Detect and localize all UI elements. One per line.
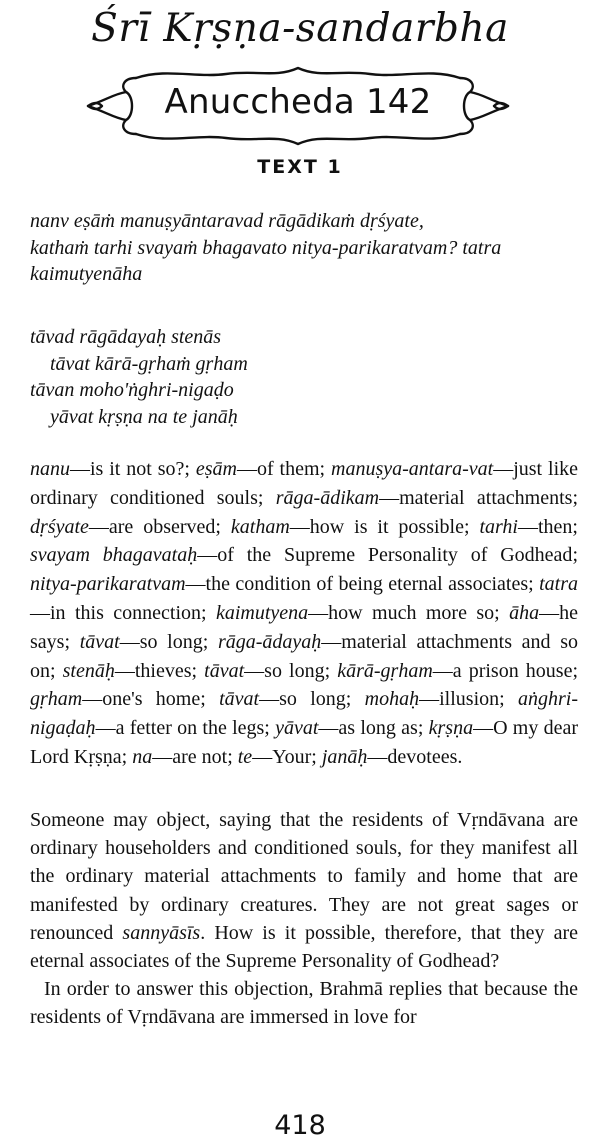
synonym-word: tāvat — [204, 659, 245, 682]
synonym-word: na — [132, 745, 153, 768]
synonym-word: tarhi — [479, 515, 518, 538]
synonym-word: kārā-gṛham — [337, 659, 433, 682]
synonym-meaning: in this connection — [50, 601, 202, 624]
synonym-meaning: as long as — [338, 717, 418, 740]
synonym-meaning: so long — [139, 630, 203, 653]
intro-line: kathaṁ tarhi svayaṁ bhagavato nitya-parikaratvam? tatra — [30, 236, 502, 259]
verse-line: tāvad rāgādayaḥ stenās — [30, 326, 222, 348]
synonym-meaning: just like ordinary conditioned souls — [30, 458, 578, 509]
synonym-word: kaimutyena — [215, 601, 309, 624]
synonym-meaning: how much more so — [328, 601, 495, 624]
paragraph-text: . How is it possible, therefore, that they are eternal associates of the Supreme Personality of Godhead? — [30, 921, 578, 973]
book-title: Śrī Kṛṣṇa-sandarbha — [91, 6, 509, 51]
verse-line: yāvat kṛṣṇa na te janāḥ — [50, 405, 238, 428]
synonym-word: janāḥ — [321, 745, 368, 768]
synonym-word: dṛśyate — [30, 515, 89, 538]
synonym-word: tāvat — [79, 630, 120, 653]
synonym-meaning: of them — [256, 458, 320, 480]
sanskrit-verse — [30, 324, 578, 430]
synonym-meaning: a fetter on the legs — [115, 717, 265, 740]
translation-paragraph — [30, 806, 578, 975]
verse-line: tāvan moho'ṅghri-nigaḍo — [30, 379, 234, 401]
synonym-meaning: he says — [30, 601, 578, 653]
synonym-meaning: is it not so? — [90, 458, 185, 480]
synonym-meaning: of the Supreme Personality of Godhead — [217, 544, 573, 567]
synonym-meaning: thieves — [134, 659, 192, 682]
synonym-word: tatra — [539, 573, 578, 596]
text-heading: TEXT 1 — [257, 156, 343, 178]
synonym-meaning: the condition of being eternal associates — [205, 573, 529, 596]
verse-line: tāvat kārā-gṛhaṁ gṛham — [50, 352, 248, 375]
synonym-word: gṛham — [30, 688, 83, 711]
synonym-word: aṅghri-nigaḍaḥ — [30, 688, 578, 740]
synonym-meaning: material attachments and so on — [30, 630, 578, 682]
synonym-meaning: how is it possible — [309, 515, 464, 538]
synonym-meaning: are not — [172, 745, 228, 768]
synonym-meaning: O my dear Lord Kṛṣṇa — [30, 717, 578, 768]
synonym-meaning: so long — [264, 659, 325, 682]
synonym-word: rāga-ādayaḥ — [217, 630, 322, 653]
synonym-word: te — [237, 745, 253, 768]
emphasized-term: sannyāsīs — [122, 921, 201, 944]
synonym-meaning: one's home — [102, 688, 201, 711]
synonym-word: eṣām — [195, 458, 237, 480]
chapter-title-frame — [76, 64, 520, 148]
synonym-meaning: Your — [272, 745, 312, 768]
intro-line: kaimutyenāha — [30, 263, 143, 285]
synonym-word: yāvat — [275, 717, 319, 740]
synonym-word: rāga-ādikam — [275, 486, 380, 509]
synonym-word: stenāḥ — [62, 659, 115, 682]
synonym-word: nanu — [30, 458, 70, 480]
intro-line: nanv eṣāṁ manuṣyāntaravad rāgādikaṁ dṛśyate, — [30, 210, 424, 232]
synonym-word: nitya-parikaratvam — [30, 573, 186, 596]
synonym-meaning: devotees. — [387, 745, 463, 768]
synonym-word: mohaḥ — [364, 688, 420, 711]
synonym-word: svayam bhagavataḥ — [30, 544, 198, 567]
synonym-meaning: so long — [279, 688, 346, 711]
synonym-word: kṛṣṇa — [428, 717, 474, 740]
paragraph-text: Someone may object, saying that the residents of Vṛndāvana are ordinary householders and conditioned souls, for they manifest all the ordinary material attachments to family and home that are manifested by ordinary creatures. They are not great sages or renounced — [30, 809, 578, 944]
synonym-word: tāvat — [219, 688, 260, 711]
synonym-meaning: illusion — [439, 688, 500, 711]
page-number: 418 — [274, 1110, 326, 1141]
word-for-word-synonyms: nanu—is it not so?; eṣām—of them; manuṣya-antara-vat—just like ordinary conditioned souls; rāga-ādikam—material attachments; dṛśyate—are observed; katham—how is it possible; tarhi—then; svayam bhagavataḥ—of the Supreme Personality of Godhead; nitya-parikaratvam—the condition of being eternal associates; tatra—in this connection; kaimutyena—how much more so; āha—he says; tāvat—so long; rāga-ādayaḥ—material attachments and so on; stenāḥ—thieves; tāvat—so long; kārā-gṛham—a prison house; gṛham—one's home; tāvat—so long; mohaḥ—illusion; aṅghri-nigaḍaḥ—a fetter on the legs; yāvat—as long as; kṛṣṇa—O my dear Lord Kṛṣṇa; na—are not; te—Your; janāḥ—devotees. — [30, 458, 579, 768]
synonym-word: āha — [509, 601, 540, 624]
synonym-meaning: material attachments — [399, 486, 573, 509]
synonym-meaning: a prison house — [452, 659, 573, 682]
translation-purport — [30, 806, 578, 1032]
synonym-word: katham — [230, 515, 290, 538]
chapter-title: Anuccheda 142 — [164, 82, 432, 122]
synonym-word: manuṣya-antara-vat — [331, 458, 494, 480]
synonym-meaning: are observed — [108, 515, 216, 538]
sanskrit-intro — [30, 208, 578, 288]
translation-paragraph: In order to answer this objection, Brahmā replies that because the residents of Vṛndāvana are immersed in love for — [30, 978, 578, 1029]
synonym-meaning: then — [537, 515, 573, 538]
